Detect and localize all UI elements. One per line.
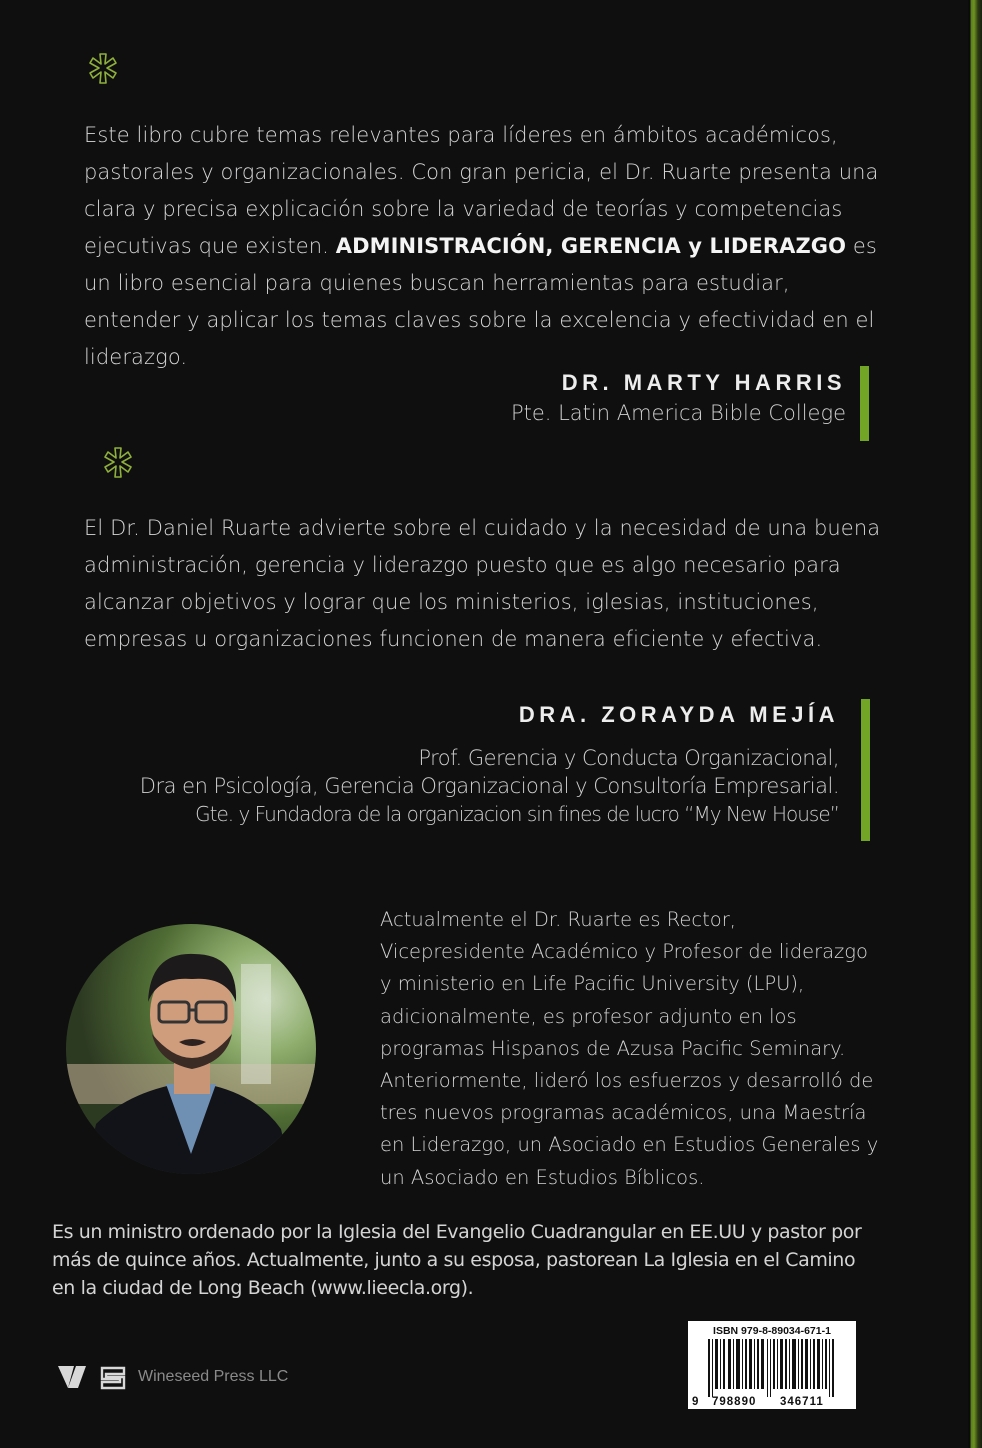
isbn-label: ISBN 979-8-89034-671-1 xyxy=(713,1325,831,1337)
endorsement-2-attribution xyxy=(519,702,839,728)
asterisk-icon xyxy=(101,446,135,480)
asterisk-icon xyxy=(86,52,120,86)
endorser-name: DR. MARTY HARRIS xyxy=(561,370,846,395)
author-bio-paragraph-2: Es un ministro ordenado por la Iglesia del Evangelio Cuadrangular en EE.UU y pastor por más de quince años. Actualmente, junto a su esposa, pastorean La Iglesia en el Camino en la ciudad de Long Beach (www.lieecla.org). xyxy=(52,1221,862,1299)
book-title-bold: ADMINISTRACIÓN, GERENCIA y LIDERAZGO xyxy=(335,234,847,258)
endorser-role-line: Gte. y Fundadora de la organizacion sin fines de lucro “My New House” xyxy=(195,802,839,826)
endorsement-1-attribution xyxy=(511,370,846,425)
endorser-role-line: Prof. Gerencia y Conducta Organizacional, xyxy=(418,746,839,770)
endorsement-1-text-end: es un libro esencial para quienes buscan herramientas para estudiar, entender y aplicar los temas claves sobre la excelencia y efectividad en el liderazgo. xyxy=(84,234,877,369)
endorser-name: DRA. ZORAYDA MEJÍA xyxy=(518,702,839,727)
publisher-block xyxy=(58,1364,288,1390)
publisher-name: Wineseed Press LLC xyxy=(138,1368,289,1385)
endorser-role-line: Dra en Psicología, Gerencia Organizacional y Consultoría Empresarial. xyxy=(139,774,839,798)
accent-bar xyxy=(861,699,870,841)
author-photo-illustration xyxy=(66,924,316,1174)
barcode-digits-right: 346711 xyxy=(780,1396,824,1408)
author-bio-paragraph-1: Actualmente el Dr. Ruarte es Rector, Vicepresidente Académico y Profesor de liderazgo y ministerio en Life Pacific University (LPU), adicionalmente, es profesor adjunto en los programas Hispanos de Azusa Pacific Seminary. Anteriormente, lideró los esfuerzos y desarrolló de tres nuevos programas académicos, una Maestría en Liderazgo, un Asociado en Estudios Generales y un Asociado en Estudios Bíblicos. xyxy=(380,908,879,1189)
endorser-role: Pte. Latin America Bible College xyxy=(510,401,846,425)
author-portrait xyxy=(66,924,316,1174)
endorsement-1-text xyxy=(84,117,884,376)
endorser-roles xyxy=(140,744,839,828)
accent-bar xyxy=(860,366,869,441)
spine-edge xyxy=(968,0,982,1448)
barcode-bars xyxy=(702,1339,844,1397)
barcode-lead-digit: 9 xyxy=(692,1396,699,1408)
endorsement-1-text-start: Este libro cubre temas relevantes para líderes en ámbitos académicos, pastorales y organizacionales. Con gran pericia, el Dr. Ruarte presenta una clara y precisa explicación sobre la variedad de teorías y competencias ejecutivas que existen. xyxy=(84,123,879,258)
wineseed-logo-icon xyxy=(58,1364,130,1390)
barcode-digits-left: 798890 xyxy=(712,1396,757,1408)
endorsement-2-text: El Dr. Daniel Ruarte advierte sobre el cuidado y la necesidad de una buena administración, gerencia y liderazgo puesto que es algo necesario para alcanzar objetivos y lograr que los ministerios, iglesias, instituciones, empresas u organizaciones funcionen de manera eficiente y efectiva. xyxy=(84,516,881,651)
isbn-barcode xyxy=(688,1321,856,1409)
